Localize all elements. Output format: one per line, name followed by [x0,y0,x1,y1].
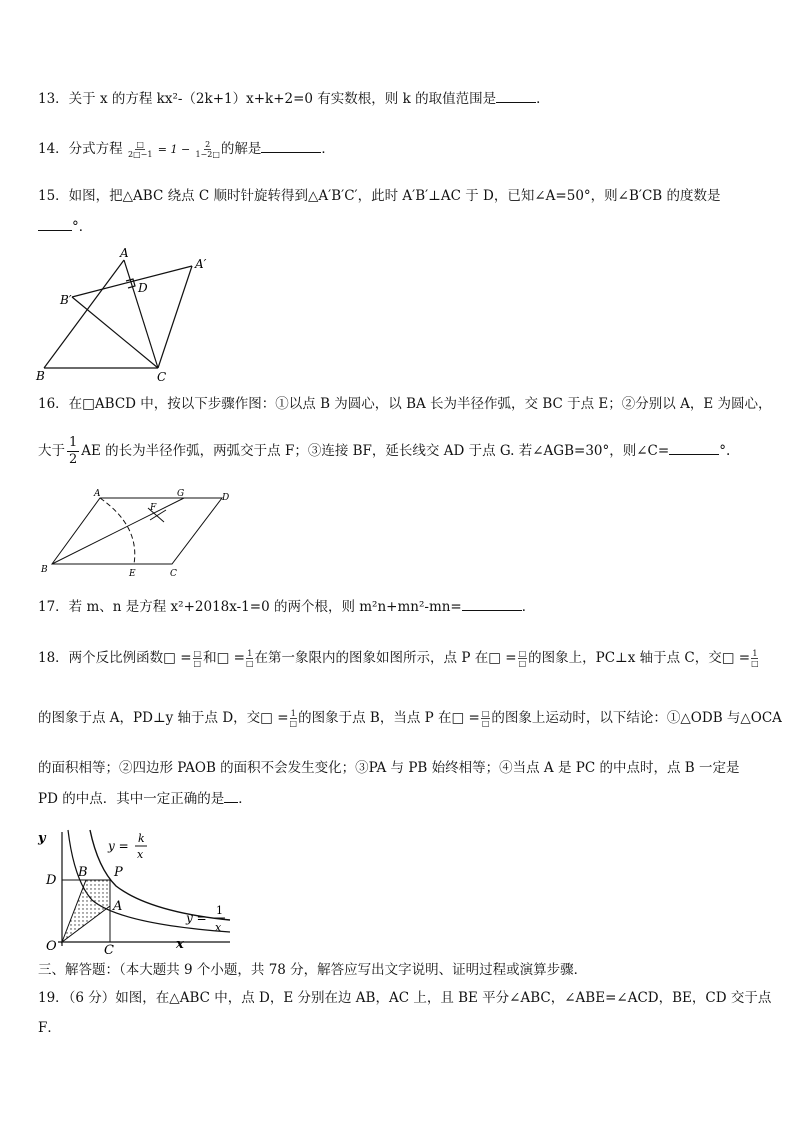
question-16 [38,394,771,414]
q18-fraction-1a: $\frac{1}{□}$ [245,649,254,668]
q15-answer-blank [38,216,72,231]
label-A: A [94,489,101,499]
label-B-prime: B′ [60,293,72,307]
section-3-heading: 三、解答题：（本大题共 9 个小题，共 78 分，解答应写出文字说明、证明过程或演算步骤． [38,962,588,978]
label-B: B [41,565,48,575]
q14-fraction-2: $\frac{2}{1-2□}$ [195,140,220,159]
label-y: y [38,831,46,846]
question-18-line4: PD 的中点．其中一定正确的是 ． [38,788,252,809]
question-19-line2: F． [38,1020,61,1036]
label-A: A [120,246,129,260]
label-A-prime: A′ [195,257,207,271]
label-D: D [46,873,57,888]
q13-text: 13．关于 x 的方程 kx²-（2k+1）x+k+2=0 有实数根，则 k 的取值范围是 [38,91,497,107]
question-14: 14．分式方程 $\frac{□}{2□-1}$ = 1 − $\frac{2}{1-2□}$ 的解是 ． [38,140,335,159]
label-x: x [176,937,184,952]
q18-fraction-1c: $\frac{1}{□}$ [289,709,298,728]
curve-1-label: y = [186,911,207,925]
label-C: C [170,569,177,579]
q14-answer-blank [261,138,321,153]
label-C: C [157,370,167,384]
segment-B2A2 [72,266,192,297]
curve-1-num: 1 [216,904,223,917]
label-F: F [150,503,157,513]
question-17: 17．若 m、n 是方程 x²+2018x-1=0 的两个根，则 m²n+mn²-mn= ． [38,596,535,617]
q16-line1: 16．在□ABCD 中，按以下步骤作图：①以点 B 为圆心，以 BA 长为半径作弧，交 BC 于点 E；②分别以 A，E 为圆心， [38,396,772,412]
curve-k-num: k [138,832,145,845]
quadrilateral-PAOB [62,880,110,942]
q18-fraction-1b: $\frac{1}{□}$ [751,649,759,668]
label-D: D [138,281,148,295]
segment-AB [44,260,124,368]
q18-fraction-k3: $\frac{□}{□}$ [481,709,490,728]
q15-text: 15．如图，把△ABC 绕点 C 顺时针旋转得到△A′B′C′，此时 A′B′⊥AC 于 D，已知∠A=50°，则∠B′CB 的度数是 [38,188,721,204]
label-P: P [114,865,123,880]
label-C: C [104,943,114,954]
question-18-line2: 的图象于点 A，PD⊥y 轴于点 D，交□ = $\frac{1}{□}$ 的图象于点 B，当点 P 在□ = $\frac{□}{□}$ 的图象上运动时，以下结论：①△ODB 与△OCA [38,709,782,728]
label-D: D [222,493,230,503]
label-B: B [36,369,45,383]
parallelogram-ABCD [52,498,222,564]
segment-B2C [72,297,158,368]
question-18: 18．两个反比例函数□ = $\frac{□}{□}$ 和□ = $\frac{1}{□}$ 在第一象限内的图象如图所示，点 P 在□ = $\frac{□}{□}$ 的图象上，PC⊥x 轴于点 C，交□ = $\frac{1}{□}$ [38,649,759,668]
label-A: A [113,899,123,914]
question-16-line2: 大于 $\frac{1}{2}$ AE 的长为半径作弧，两弧交于点 F；③连接 BF，延长线交 AD 于点 G. 若∠AGB=30°，则∠C= °. [38,435,731,467]
q15-figure [30,244,230,386]
q16-figure [36,486,236,582]
q17-answer-blank [462,596,522,611]
q14-fraction-1: $\frac{□}{2□-1}$ [127,140,153,159]
segment-BG [52,498,184,564]
label-O: O [46,939,57,954]
question-18-line3: 的面积相等；②四边形 PAOB 的面积不会发生变化；③PA 与 PB 始终相等；④当点 A 是 PC 的中点时，点 B 一定是 [38,760,740,776]
q18-answer-blank [224,788,238,803]
q16-answer-blank [669,440,719,455]
curve-k-label: y = [108,839,129,853]
curve-1-den: x [215,921,222,934]
question-15-line2: °． [38,216,92,237]
label-G: G [177,489,185,499]
question-19: 19．（6 分）如图，在△ABC 中，点 D，E 分别在边 AB，AC 上，且 BE 平分∠ABC，∠ABE=∠ACD，BE，CD 交于点 [38,990,772,1006]
q18-fraction-k2: $\frac{□}{□}$ [518,649,527,668]
q17-text: 17．若 m、n 是方程 x²+2018x-1=0 的两个根，则 m²n+mn²-mn= [38,599,462,615]
segment-A2C [158,266,192,368]
q16-half-fraction: $\frac{1}{2}$ [69,435,78,467]
q18-fraction-k1: $\frac{□}{□}$ [193,649,202,668]
label-E: E [129,569,136,579]
question-15 [38,186,721,206]
curve-k-den: x [137,848,144,861]
question-13: 13．关于 x 的方程 kx²-（2k+1）x+k+2=0 有实数根，则 k 的取值范围是 ． [38,88,550,109]
q13-answer-blank [496,88,536,103]
label-B: B [78,865,88,880]
q18-figure [30,820,240,954]
